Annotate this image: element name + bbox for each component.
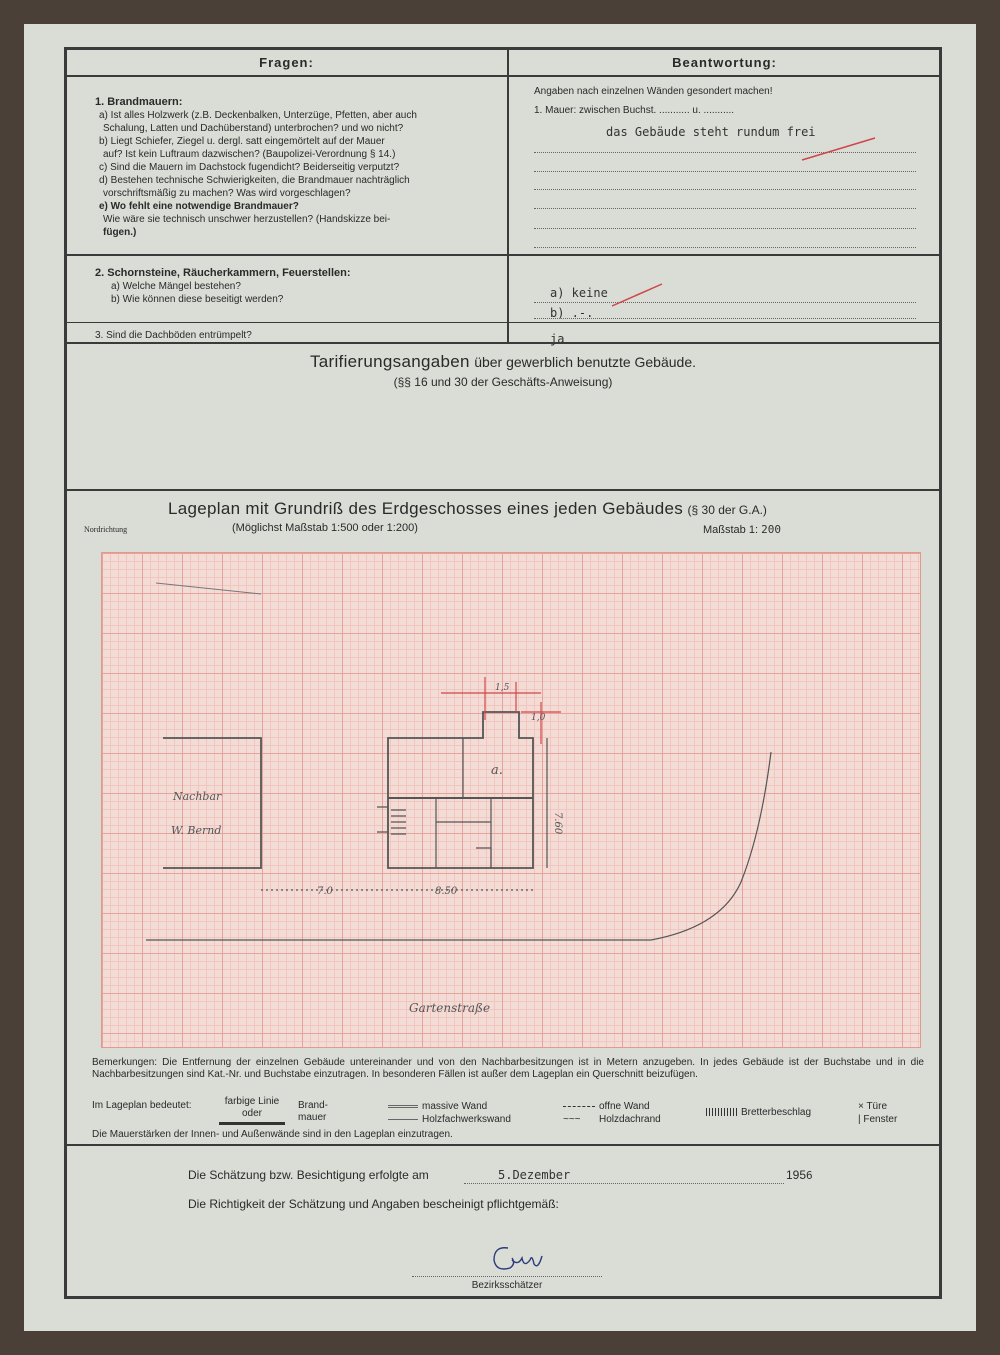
legend-thick-line (219, 1122, 285, 1125)
legend-offne: offne Wand (599, 1101, 650, 1112)
question-2-title: 2. Schornsteine, Räucherkammern, Feuerstellen: (95, 267, 351, 279)
site-sketch (101, 552, 919, 1046)
legend-massive: massive Wand (422, 1101, 488, 1112)
legend-holzfach: Holzfachwerkswand (422, 1114, 511, 1125)
dim-top: 1,5 (495, 683, 510, 693)
legend-brandmauer (298, 1100, 328, 1124)
q1-c: c) Sind die Mauern im Dachstock fugendicht? Beiderseitig verputzt? (99, 162, 400, 173)
legend-fenster: Fenster (863, 1114, 898, 1125)
signature-line (412, 1276, 602, 1277)
dim-right: 1,0 (531, 713, 546, 723)
signer-title: Bezirksschätzer (471, 1280, 543, 1291)
neighbor-name: Nachbar (173, 790, 222, 803)
legend-holzdach: Holzdachrand (599, 1114, 661, 1126)
dim-width: 8.50 (435, 886, 458, 897)
q1-a: a) Ist alles Holzwerk (z.B. Deckenbalken, Unterzüge, Pfetten, aber auch (99, 110, 417, 121)
header-divider (66, 75, 940, 77)
red-checkmark (800, 134, 880, 164)
date-line (464, 1183, 784, 1184)
q1-b: b) Liegt Schiefer, Ziegel u. dergl. satt eingemörtelt auf der Mauer (99, 136, 385, 147)
legend-farbige: farbige Linie (224, 1096, 280, 1107)
street-name: Gartenstraße (409, 1001, 491, 1015)
tarif-subtitle: (§§ 16 und 30 der Geschäfts-Anweisung) (393, 375, 613, 389)
answer-1-intro: Angaben nach einzelnen Wänden gesondert machen! (534, 86, 773, 97)
legend-walls (388, 1100, 511, 1126)
q1-d: d) Bestehen technische Schwierigkeiten, die Brandmauer nachträglich (99, 175, 410, 186)
certification-line: Die Richtigkeit der Schätzung und Angaben bescheinigt pflichtgemäß: (188, 1197, 559, 1211)
legend-intro: Im Lageplan bedeutet: (92, 1100, 192, 1111)
answer-2b: b) .-. (550, 306, 594, 320)
answer-3: ja (550, 332, 565, 346)
q2-a: a) Welche Mängel bestehen? (111, 281, 241, 292)
inspection-year (786, 1168, 813, 1182)
answer-line (534, 208, 916, 209)
scale-value: 200 (761, 523, 781, 536)
row-divider (66, 489, 940, 491)
column-divider (507, 49, 509, 342)
north-direction: Nordrichtung (84, 525, 128, 534)
legend-bretter (706, 1107, 811, 1118)
legend-bretter-text: Bretterbeschlag (741, 1107, 812, 1118)
row-divider (66, 254, 940, 256)
legend-colored-line (219, 1096, 285, 1125)
q1-e2: Wie wäre sie technisch unschwer herzustellen? (Handskizze bei- (103, 214, 391, 225)
q1-e: e) Wo fehlt eine notwendige Brandmauer? (99, 201, 299, 212)
year-suffix: 6 (806, 1169, 813, 1182)
tarif-title-rest: über gewerblich benutzte Gebäude. (474, 354, 697, 370)
legend-mauer: mauer (298, 1112, 327, 1123)
year-prefix: 195 (786, 1168, 807, 1182)
questions-header: Fragen: (259, 55, 314, 70)
red-checkmark (610, 282, 670, 312)
question-1-title: 1. Brandmauern: (95, 96, 183, 108)
answer-2a: a) keine (550, 286, 608, 300)
legend-open: offne Wand ~~~ Holzdachrand (563, 1101, 661, 1126)
inspection-date: 5.Dezember (498, 1168, 571, 1182)
answer-line (534, 318, 916, 319)
answers-header: Beantwortung: (672, 55, 777, 70)
remarks: Bemerkungen: Die Entfernung der einzelnen Gebäude untereinander und von den Nachbarbesitzungen ist in Metern anzugeben. In jedes Gebäude ist der Buchstabe und in die Nachbarbesitzungen sind Kat.-Nr. und Buchstabe einzutragen. In besonderen Fällen ist außer dem Lageplan ein Querschnitt beizufügen. (92, 1057, 924, 1080)
lageplan-title-text: Lageplan mit Grundriß des Erdgeschosses eines jeden Gebäudes (168, 499, 684, 518)
tarif-title (66, 352, 940, 372)
answer-1-text: das Gebäude steht rundum frei (606, 125, 816, 139)
dim-depth: 7.60 (552, 812, 563, 835)
legend-brand: Brand- (298, 1100, 329, 1111)
scale-label (703, 523, 781, 536)
row-divider (66, 342, 940, 344)
question-2 (95, 267, 495, 306)
neighbor-owner: W. Bernd (171, 824, 222, 837)
q1-a2: Schalung, Latten und Dachüberstand) unterbrochen? und wo nicht? (103, 123, 404, 134)
inspection-line: Die Schätzung bzw. Besichtigung erfolgte am (188, 1168, 429, 1182)
answer-line (534, 228, 916, 229)
answer-line (534, 247, 916, 248)
row-divider (66, 322, 940, 323)
building-letter: a. (491, 763, 503, 778)
legend-door-window: × Türe | Fenster (858, 1101, 898, 1125)
wall-thickness-note: Die Mauerstärken der Innen- und Außenwände sind in den Lageplan einzutragen. (92, 1129, 453, 1140)
tarif-title-bold: Tarifierungsangaben (309, 352, 470, 371)
dim-distance: 7.0 (317, 886, 333, 897)
legend-tuere: Türe (866, 1101, 887, 1112)
answer-line (534, 171, 916, 172)
signature (486, 1242, 556, 1278)
answer-line (534, 302, 916, 303)
scale-hint: (Möglichst Maßstab 1:500 oder 1:200) (232, 522, 418, 534)
question-1 (95, 96, 495, 239)
legend-oder: oder (241, 1108, 262, 1119)
row-divider (66, 1144, 940, 1146)
answer-line (534, 189, 916, 190)
lageplan-ref: (§ 30 der G.A.) (687, 503, 767, 517)
question-3: 3. Sind die Dachböden entrümpelt? (95, 330, 252, 341)
q1-e3: fügen.) (103, 227, 137, 238)
scale-label-text: Maßstab 1: (703, 524, 759, 536)
lageplan-title (168, 499, 868, 519)
q1-d2: vorschriftsmäßig zu machen? Was wird vorgeschlagen? (103, 188, 351, 199)
q1-b2: auf? Ist kein Luftraum dazwischen? (Baupolizei-Verordnung § 14.) (103, 149, 396, 160)
q2-b: b) Wie können diese beseitigt werden? (111, 294, 284, 305)
answer-1-wall: 1. Mauer: zwischen Buchst. ........... u. ........... (534, 105, 735, 116)
